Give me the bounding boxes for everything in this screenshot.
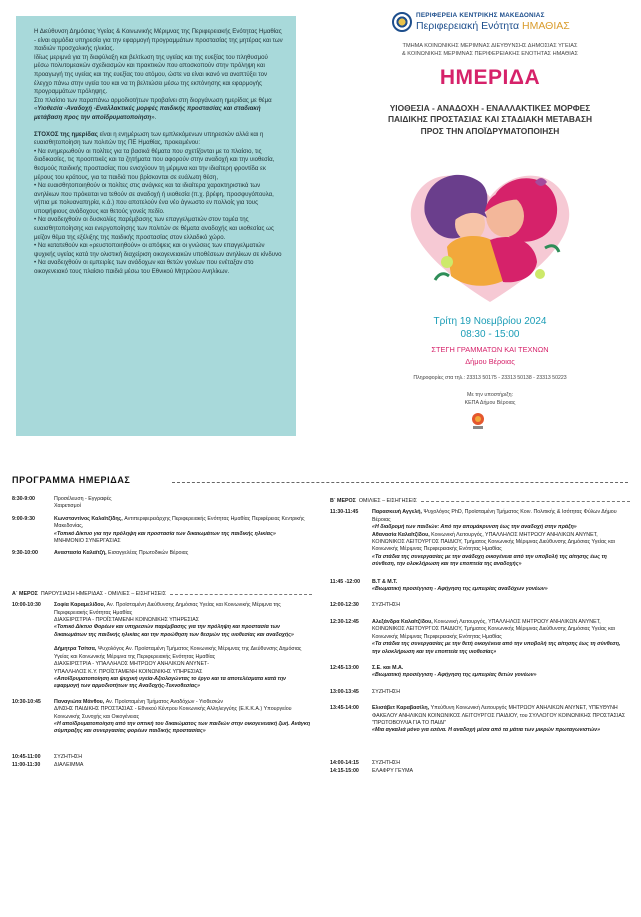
schedule-time: 11:45 -12:00 <box>330 578 361 585</box>
schedule-line: ΔΙΑΧΕΙΡΙΣΤΡΙΑ - ΠΡΟΪΣΤΑΜΕΝΗ ΚΟΙΝΩΝΙΚΗΣ ΥΠΗΡΕΣΙΑΣ <box>54 617 200 624</box>
program-title: ΠΡΟΓΡΑΜΜΑ ΗΜΕΡΙΔΑΣ <box>12 475 131 485</box>
schedule-line <box>54 699 312 706</box>
speaker-name: Κωνσταντίνος Καλαϊτζίδης, <box>54 515 125 522</box>
spacer <box>330 744 630 760</box>
intro-box <box>16 16 296 436</box>
speaker-role: Κοινωνική Λειτουργός, ΥΠΑΛΛΗΛΟΣ ΜΗΤΡΩΟΥ ΑΝΗΛΙΚΩΝ ΑΝΥΝΕΤ, ΚΟΙΝΩΝΙΚΟΣ ΛΕΙΤΟΥΡΓΟΣ ΠΑΙΔΙΟΥ, Τμήματος Κοινωνικής Μέριμνας Διεύθυνσης Δημόσιας Υγείας και Κοινωνικής Μέριμνας Περιφερειακής Ενότητας Ημαθίας <box>372 618 615 640</box>
speaker-role: Υπεύθυνη Κοινωνική Λειτουργός ΜΗΤΡΩΟΥ ΑΝΗΛΙΚΩΝ ΑΝΥΝΕΤ, ΥΠΕΥΘΥΝΗ ΦΑΚΕΛΟΥ ΑΝΗΛΙΚΩΝ ΚΟΙΝΩΝΙΚΟΣ ΛΕΙΤΟΥΡΓΟΣ ΠΑΙΔΙΟΥ, του ΣΥΛΛΟΓΟΥ ΚΟΙΝΩΝΙΚΗΣ ΠΡΟΣΤΑΣΙΑΣ "ΠΡΩΤΟΒΟΥΛΙΑ ΓΙΑ ΤΟ ΠΑΙΔΙ" <box>372 705 626 726</box>
schedule-time: 9:30-10:00 <box>12 550 38 557</box>
schedule-time: 12:45-13:00 <box>330 664 359 671</box>
schedule-detail <box>54 550 312 557</box>
schedule-time: 12:30-12:45 <box>330 618 359 625</box>
org-line-2: Περιφερειακή Ενότητα ΗΜΑΘΙΑΣ <box>416 20 570 32</box>
schedule-time: 11:30-11:45 <box>330 509 359 516</box>
speaker-role: Ψυχολόγος Αν. Προϊσταμένη Τμήματος Κοινωνικής Μέριμνας της Διεύθυνσης Δημόσιας Υγείας και Κοινωνικής Μέριμνα της Περιφερειακής Ενότητας Ημαθίας <box>54 646 302 660</box>
speaker-name: Αλεξάνδρα Καλαϊτζίδου, <box>372 618 435 625</box>
intro-paragraph-3: Στο πλαίσιο των παραπάνω αρμοδιοτήτων προβαίνει στη διοργάνωση ημερίδας με θέμα «Υιοθεσία -Αναδοχή -Εναλλακτικές μορφές παιδικής προστασίας και σταδιακή μετάβαση προς την αποϊδρυματοποίηση». <box>34 96 272 121</box>
schedule-time: 14:00-14:15 <box>330 759 359 766</box>
schedule-time: 11:00-11:30 <box>12 762 41 769</box>
intro-paragraph-2: Ιδίως μεριμνά για τη διαφύλαξη και βελτίωση της υγείας και της ευεξίας του πληθυσμού μέσω πολυτομεακών σχεδιασμών και πρακτικών που αποσκοπούν στην πρόληψη και προαγωγή της υγείας και της ευεξίας του ατόμου, ώστε να είναι ικανό να αναπτύξει τον έλεγχο πάνω στην υγεία του και να τη βελτιώσει μέσω της εκπόνησης και εφαρμογής προγραμμάτων πρόληψης. <box>34 53 268 96</box>
schedule-line <box>54 602 312 617</box>
schedule-row <box>330 760 630 767</box>
section-title: ΠΑΡΟΥΣΙΑΣΗ ΗΜΕΡΙΔΑΣ - ΟΜΙΛΙΕΣ – ΕΙΣΗΓΗΣΕΙΣ <box>40 590 167 597</box>
schedule-row <box>330 665 630 680</box>
intro-bullet: • Να ενημερωθούν οι πολίτες για τα βασικά θέματα που σχετίζονται με το πλαίσιο, τις διαδικασίες, τις προοπτικές και τα ζητήματα που αφορούν στην αναδοχή και την υιοθεσία, θεσμούς παιδικής προστασίας που ενισχύουν τη μέριμνα και την ιδιαίτερη φροντίδα εκ μέρους του κράτους, για τα παιδιά που βρίσκονται σε ευάλωτη θέση, <box>34 147 275 181</box>
event-time: 08:30 - 15:00 <box>460 329 520 340</box>
contact-info: Πληροφορίες στα τηλ.: 23313 50175 - 23313 50138 - 23313 50223 <box>413 375 567 381</box>
schedule-detail <box>54 699 312 736</box>
talk-title: «Τοπικό Δίκτυο Φορέων και υπηρεσιών παρέμβασης για την πρόληψη και προστασία των δικαιωμάτων της παιδικής ηλικίας και την προώθηση των θεσμών της υιοθεσίας και αναδοχής» <box>54 624 294 638</box>
section-divider <box>421 501 630 502</box>
schedule-time: 12:00-12:30 <box>330 602 359 609</box>
event-title: ΗΜΕΡΙΔΑ <box>439 66 541 89</box>
event-subtitle: ΥΙΟΘΕΣΙΑ - ΑΝΑΔΟΧΗ - ΕΝΑΛΛΑΚΤΙΚΕΣ ΜΟΡΦΕΣ ΠΑΙΔΙΚΗΣ ΠΡΟΣΤΑΣΙΑΣ ΚΑΙ ΣΤΑΔΙΑΚΗ ΜΕΤΑΒΑΣΗ ΠΡΟΣ ΤΗΝ ΑΠΟΪΔΡΥΜΑΤΟΠΟΙΗΣΗ <box>387 103 593 136</box>
org-line-1: ΠΕΡΙΦΕΡΕΙΑ ΚΕΝΤΡΙΚΗΣ ΜΑΚΕΔΟΝΙΑΣ <box>416 12 545 19</box>
schedule-line <box>372 705 630 727</box>
schedule-row <box>12 550 312 557</box>
schedule-line <box>54 550 312 557</box>
schedule-detail <box>54 496 312 511</box>
event-venue: ΣΤΕΓΗ ΓΡΑΜΜΑΤΩΝ ΚΑΙ ΤΕΧΝΩΝ <box>431 345 549 354</box>
section-label: Α΄ ΜΕΡΟΣ <box>12 590 38 597</box>
section-header <box>12 591 312 598</box>
talk-title: «Βιωματική προσέγγιση - Αφήγηση της εμπειρίας θετών γονέων» <box>372 672 537 679</box>
section-divider <box>170 594 312 595</box>
speaker-name: Παρασκευή Αγγελή, <box>372 509 424 516</box>
talk-title: «Μια αγκαλιά μόνο για εσένα. Η αναδοχή μέσα από τα μάτια των μικρών πρωταγωνιστών» <box>372 727 601 734</box>
schedule-detail <box>54 516 312 546</box>
talk-title: «Τοπικό Δίκτυο για την πρόληψη και προστασία των δικαιωμάτων της παιδικής ηλικίας» <box>54 530 276 537</box>
schedule-detail: ΔΙΑΛΕΙΜΜΑ <box>54 762 84 769</box>
heart-hug-illustration <box>385 152 595 312</box>
schedule-detail <box>372 619 630 656</box>
intro-bullet: • Να αναδειχθούν οι δυσκολίες παρέμβασης των επαγγελματιών στον τομέα της ευαισθητοποίησης και ενεργοποίησης των πολιτών σε θέματα αναδοχής και υιοθεσίας ως μείζον θέμα της εξέλιξης της παιδικής προστασίας στον ελλαδικό χώρο. <box>34 216 274 241</box>
kepa-logo-icon <box>471 412 485 430</box>
speaker-role: Εισαγγελέας Πρωτοδικών Βέροιας <box>108 550 189 557</box>
schedule-detail: ΣΥΖΗΤΗΣΗ <box>54 753 83 760</box>
schedule-row <box>330 509 630 568</box>
schedule-time: 10:30-10:45 <box>12 698 41 705</box>
intro-theme: Υιοθεσία -Αναδοχή -Εναλλακτικές μορφές παιδικής προστασίας και σταδιακή μετάβαση προς την αποϊδρυματοποίηση <box>34 105 261 121</box>
schedule-detail <box>372 665 630 680</box>
schedule-row <box>330 705 630 735</box>
schedule-time: 14:15-15:00 <box>330 768 359 775</box>
schedule-line <box>372 579 630 586</box>
spacer <box>12 563 312 591</box>
schedule-row <box>330 602 630 609</box>
schedule-line: Χαιρετισμοί <box>54 503 81 510</box>
talk-title: «Τα στάδια της συνεργασίας με την ανάδοχη οικογένεια από την υποβολή της αίτησης έως τη σύνθεση, την ολοκλήρωση και την εποπτεία της αναδοχής» <box>372 553 607 568</box>
schedule-line: ΥΠΑΛΛΗΛΟΣ Κ.Υ. ΠΡΟΪΣΤΑΜΕΝΗ ΚΟΙΝΩΝΙΚΗΣ ΥΠΗΡΕΣΙΑΣ <box>54 668 203 675</box>
schedule-line <box>54 646 312 661</box>
intro-paragraph-1: Η Διεύθυνση Δημόσιας Υγείας & Κοινωνικής Μέριμνας της Περιφερειακής Ενότητας Ημαθίας - είναι αρμόδια υπηρεσία για την εφαρμογή προγραμμάτων προστασίας της μητέρας και των παιδιών προσχολικής ηλικίας. <box>34 28 283 53</box>
schedule-row <box>12 496 312 511</box>
schedule-line <box>372 509 630 524</box>
schedule-detail: ΣΥΖΗΤΗΣΗ <box>372 759 401 766</box>
support-text: Με την υποστήριξη: ΚΕΠΑ Δήμου Βέροιας <box>464 392 516 406</box>
schedule-time: 13:00-13:45 <box>330 688 359 695</box>
speaker-name: Δήμητρα Τσίτσα, <box>54 646 98 653</box>
speaker-role: Κοινωνική Λειτουργός, ΥΠΑΛΛΗΛΟΣ ΜΗΤΡΩΟΥ ΑΝΗΛΙΚΩΝ ΑΝΥΝΕΤ, ΚΟΙΝΩΝΙΚΟΣ ΛΕΙΤΟΥΡΓΟΣ ΠΑΙΔΙΟΥ, Τμήματος Κοινωνικής Μέριμνας Διεύθυνσης Δημόσιας Υγείας και Κοινωνικής Μέριμνας Περιφερειακής Ενότητας Ημαθίας <box>372 531 615 553</box>
region-logo <box>392 10 592 40</box>
schedule-row <box>12 699 312 736</box>
event-date: Τρίτη 19 Νοεμβρίου 2024 <box>433 316 547 327</box>
speaker-role: Αντιπεριφερειάρχης Περιφερειακής Ενότητας Ημαθίας Περιφέρειας Κεντρικής Μακεδονίας, <box>54 515 305 530</box>
schedule-time: 8:30-9:00 <box>12 496 35 502</box>
region-seal-icon <box>392 12 412 32</box>
schedule-detail <box>54 602 312 690</box>
schedule-row <box>12 516 312 546</box>
schedule-detail <box>372 579 630 594</box>
schedule-detail <box>372 705 630 735</box>
schedule-row <box>330 579 630 594</box>
schedule-line: Δ/ΝΣΗΣ ΠΑΙΔΙΚΗΣ ΠΡΟΣΤΑΣΙΑΣ - Εθνικού Κέντρου Κοινωνικής Αλληλεγγύης (Ε.Κ.Κ.Α.) Υπουργείου Κοινωνικής Συνοχής και Οικογένειας <box>54 706 292 720</box>
schedule-time: 9:00-9:30 <box>12 515 35 522</box>
speaker-name: Αθανασία Καλαϊτζίδου, <box>372 531 432 538</box>
spacer <box>12 744 312 754</box>
talk-title: «Η διαδρομή των παιδιών: Από την απομάκρυνση έως την αναδοχή στην πράξη» <box>372 524 577 531</box>
intro-bullet: • Να κατατεθούν και «ρευστοποιηθούν» οι απόψεις και οι γνώσεις των επαγγελματιών ψυχικής υγείας κατά την ολιστική διαχείριση οικογενειακών υποθέσεων ανηλίκων σε κίνδυνο <box>34 242 282 258</box>
speaker-role: Αν. Προϊσταμένη Τμήματος Αναδόχων - Υιοθεσιών <box>105 698 224 705</box>
schedule-detail: ΕΛΑΦΡΥ ΓΕΥΜΑ <box>372 768 414 775</box>
program-left-column <box>12 496 312 771</box>
schedule-row <box>12 762 312 769</box>
schedule-detail <box>372 602 630 609</box>
speaker-name: Ελισάβετ Καραβασίλη, <box>372 705 431 712</box>
schedule-line <box>372 665 630 672</box>
speaker-role: Ψυχολόγος PhD, Προϊσταμένη Τμήματος Κοιν. Πολιτικής & Ισότητας Φύλων Δήμου Βέροιας <box>372 509 617 523</box>
intro-bullet: • Να αναδειχθούν οι εμπειρίες των ανάδοχων και θετών γονέων που ενέταξαν στο οικογενειακό τους πλαίσιο παιδιά μέσω του Εθνικού Μητρώου Ανηλίκων. <box>34 259 254 276</box>
speaker-role: Αν. Προϊσταμένη Διεύθυνσης Δημόσιας Υγείας και Κοινωνικής Μέριμνα της Περιφερειακής Ενότητας Ημαθίας <box>54 602 281 616</box>
schedule-line: ΜΝΗΜΟΝΙΟ ΣΥΝΕΡΓΑΣΙΑΣ <box>54 538 121 545</box>
schedule-line <box>372 532 630 554</box>
program-right-column <box>330 496 630 777</box>
section-title: ΟΜΙΛΙΕΣ – ΕΙΣΗΓΗΣΕΙΣ <box>358 498 417 504</box>
schedule-detail <box>372 509 630 568</box>
intro-goal: ΣΤΟΧΟΣ της ημερίδας είναι η ενημέρωση των εμπλεκόμενων υπηρεσιών αλλά και η ευαισθητοποίηση των πολιτών της ΠΕ Ημαθίας, προκειμένου: <box>34 130 264 147</box>
section-label: Β΄ ΜΕΡΟΣ <box>330 498 356 504</box>
schedule-line <box>372 619 630 641</box>
speaker-name: Παναγιώτα Μάνθου, <box>54 698 106 705</box>
speaker-name: Σ.Ε. και Μ.Α. <box>372 664 404 671</box>
schedule-time: 10:45-11:00 <box>12 753 41 760</box>
schedule-time: 10:00-10:30 <box>12 602 41 609</box>
talk-title: «Η αποϊδρυματοποίηση από την οπτική του δικαιώματος των παιδιών στην οικογενειακή ζωή. Ανάγκη σύμπραξης και συνεργασίας φορέων παιδικής προστασίας» <box>54 720 311 735</box>
talk-title: «Βιωματική προσέγγιση - Αφήγηση της εμπειρίας αναδόχων γονέων» <box>372 586 548 593</box>
schedule-line: Προσέλευση - Εγγραφές <box>54 496 112 502</box>
schedule-row <box>330 619 630 656</box>
section-header <box>330 498 630 505</box>
schedule-line: ΔΙΑΧΕΙΡΙΣΤΡΙΑ - ΥΠΑΛΛΗΛΟΣ ΜΗΤΡΩΟΥ ΑΝΗΛΙΚΩΝ ΑΝΥΝΕΤ- <box>54 661 210 668</box>
schedule-row <box>12 602 312 690</box>
program-divider <box>172 482 628 483</box>
schedule-detail <box>372 689 630 696</box>
schedule-line: ΣΥΖΗΤΗΣΗ <box>372 602 401 609</box>
schedule-row <box>330 768 630 775</box>
talk-title: «Τα στάδια της συνεργασίας με την θετή οικογένεια από την υποβολή της αίτησης έως τη σύνθεση, την ολοκλήρωση και την εποπτεία της υιοθεσίας» <box>372 641 621 655</box>
speaker-name: Σοφία Καραμελίδου, <box>54 602 107 609</box>
intro-bullet: • Να ευαισθητοποιηθούν οι πολίτες στις ανάγκες και τα ιδιαίτερα χαρακτηριστικά των ανηλίκων που πρόκειται να τεθούν σε αναδοχή ή υιοθεσία (π.χ. βρέφη, προσφυγόπουλα, νήπια με πολυαναπηρία, κ.ά.) που αποτελούν ένα νέο άγνωστο εν πολλοίς για τους υποψήφιους ανάδοχους και θετούς γονείς πεδίο. <box>34 182 274 215</box>
schedule-time: 13:45-14:00 <box>330 705 359 712</box>
talk-title: «Αποϊδρυματοποίηση και ψυχική υγεία-Αξιολογώντας το έργο και τα αποτελέσματα κατά την εφαρμογή των αρμοδιοτήτων της Αναδοχής-Τεκνοθεσίας» <box>54 675 286 690</box>
department: ΤΜΗΜΑ ΚΟΙΝΩΝΙΚΗΣ ΜΕΡΙΜΝΑΣ ΔΙΕΥΘΥΝΣΗΣ ΔΗΜΟΣΙΑΣ ΥΓΕΙΑΣ & ΚΟΙΝΩΝΙΚΗΣ ΜΕΡΙΜΝΑΣ ΠΕΡΙΦΕΡΕΙΑΚΗΣ ΕΝΟΤΗΤΑΣ ΗΜΑΘΙΑΣ <box>402 43 578 57</box>
schedule-line: ΣΥΖΗΤΗΣΗ <box>372 688 401 695</box>
schedule-row <box>12 754 312 761</box>
speaker-name: Αναστασία Καλαϊτζή, <box>54 550 109 557</box>
schedule-line <box>54 516 312 531</box>
speaker-name: Β.Τ & Μ.Τ. <box>372 578 398 585</box>
schedule-row <box>330 689 630 696</box>
event-municipality: Δήμου Βέροιας <box>465 357 515 366</box>
